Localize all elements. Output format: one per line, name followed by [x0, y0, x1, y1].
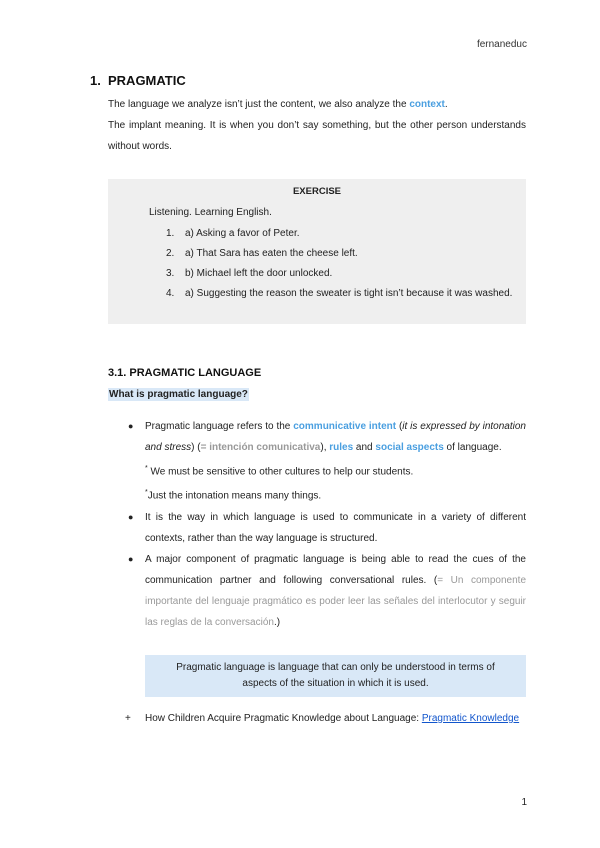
section-3-1-heading: 3.1. PRAGMATIC LANGUAGE: [108, 367, 262, 379]
exercise-intro: Listening. Learning English.: [149, 207, 272, 218]
note-text: We must be sensitive to other cultures to help our students.: [150, 466, 414, 478]
exercise-item-text: b) Michael left the door unlocked.: [185, 268, 333, 279]
pragmatic-knowledge-link[interactable]: Pragmatic Knowledge: [421, 713, 520, 724]
bullet1-text: (: [396, 421, 403, 432]
bullet-item: [128, 416, 526, 507]
bullet-list: [128, 416, 526, 633]
exercise-item-number: 2.: [166, 248, 175, 259]
note-mark: *: [145, 465, 148, 472]
exercise-item: [166, 245, 520, 262]
bullet1-text: ) (: [191, 442, 201, 453]
exercise-item: [166, 265, 520, 282]
exercise-item-text: a) Suggesting the reason the sweater is tight isn’t because it was washed.: [185, 288, 513, 299]
bullet1-text: ),: [320, 442, 330, 453]
plus-item-text: [125, 711, 526, 727]
bullet1-note-2: [145, 482, 526, 506]
para1-text: The language we analyze isn’t just the content, we also analyze the: [108, 99, 410, 110]
keyword-social-aspects: social aspects: [375, 442, 444, 453]
bullet3-spanish: = Un componente importante del lenguaje pragmático es poder leer las señales del interlocutor y seguir las reglas de la conversación: [145, 574, 526, 628]
definition-callout: [145, 655, 526, 697]
section-1-number: 1.: [90, 73, 101, 88]
bullet1-spanish: = intención comunicativa: [200, 442, 321, 453]
exercise-title: EXERCISE: [292, 186, 342, 197]
plus-item-label: How Children Acquire Pragmatic Knowledge about Language:: [145, 713, 422, 724]
section-1-title: PRAGMATIC: [108, 73, 186, 88]
exercise-item-number: 4.: [166, 288, 175, 299]
context-keyword: context: [409, 99, 445, 110]
bullet2-text: It is the way in which language is used to communicate in a variety of different contexts, rather than the way language is structured.: [145, 511, 526, 544]
highlighted-question: What is pragmatic language?: [109, 389, 248, 400]
header-author: fernaneduc: [476, 39, 527, 50]
plus-icon: +: [125, 713, 131, 724]
exercise-box: [108, 179, 526, 324]
para1-end: .: [444, 99, 448, 110]
bullet1-italic: it is expressed by intonation and stress: [145, 421, 526, 453]
bullet1-text: Pragmatic language refers to the: [145, 421, 294, 432]
keyword-communicative-intent: communicative intent: [293, 421, 397, 432]
section-1-paragraph-2: The implant meaning. It is when you don’t say something, but the other person understands without words.: [108, 120, 526, 152]
bullet3-end: .): [273, 616, 281, 628]
exercise-list: [166, 225, 520, 305]
exercise-item-number: 3.: [166, 268, 175, 279]
note-mark: *: [145, 489, 148, 497]
section-1-heading: [90, 73, 186, 88]
bullet1-text: and: [353, 442, 376, 453]
plus-item: [125, 711, 526, 727]
exercise-item-number: 1.: [166, 228, 175, 239]
bullet1-text: of language.: [443, 442, 502, 453]
exercise-item: [166, 285, 520, 302]
note-text: Just the intonation means many things.: [147, 490, 322, 502]
exercise-item-text: a) Asking a favor of Peter.: [185, 228, 300, 239]
callout-text: Pragmatic language is language that can only be understood in terms of aspects of the situation in which it is used.: [176, 662, 495, 689]
bullet-icon: ●: [128, 511, 134, 522]
keyword-rules: rules: [329, 442, 354, 453]
bullet3-text: A major component of pragmatic language is being able to read the cues of the communication partner and following conversational rules. (: [145, 553, 526, 586]
bullet-item: [128, 507, 526, 549]
bullet1-note-1: [145, 458, 526, 482]
exercise-item-text: a) That Sara has eaten the cheese left.: [185, 248, 358, 259]
exercise-item: [166, 225, 520, 242]
bullet-icon: ●: [128, 553, 134, 564]
page-number: 1: [521, 797, 527, 808]
bullet-icon: ●: [128, 421, 134, 431]
bullet-item: [128, 549, 526, 633]
section-1-paragraph-1: [108, 94, 526, 115]
